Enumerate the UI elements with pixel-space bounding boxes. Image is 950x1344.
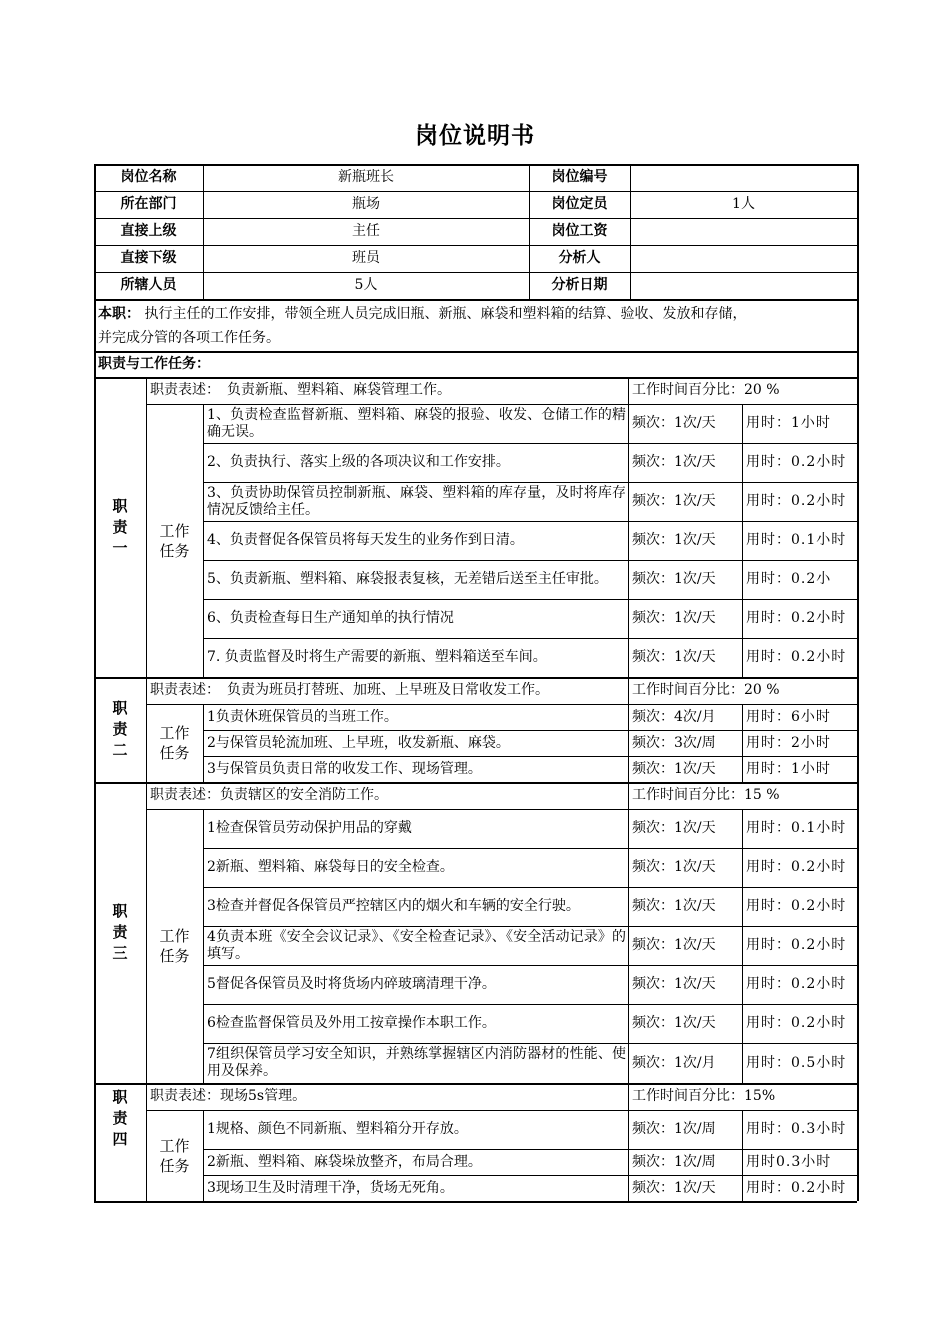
task-frequency: 频次：1次/周 — [632, 1121, 716, 1137]
task-frequency: 频次：1次/天 — [632, 760, 716, 777]
duty-description: 职责表述：负责辖区的安全消防工作。 — [150, 787, 388, 803]
work-task-label: 工作任务 — [159, 927, 190, 965]
table-rule — [742, 1110, 743, 1201]
task-text: 2与保管员轮流加班、上早班，收发新瓶、麻袋。 — [207, 734, 510, 751]
duty-time-percent: 工作时间百分比：15% — [632, 1088, 776, 1104]
task-duration: 用时：0.2小时 — [746, 610, 847, 626]
task-frequency: 频次：1次/天 — [632, 1015, 716, 1031]
table-rule — [203, 404, 204, 677]
task-text: 6检查监督保管员及外用工按章操作本职工作。 — [207, 1015, 496, 1031]
table-rule — [146, 1083, 147, 1201]
section-title: 职责与工作任务： — [98, 355, 210, 372]
work-task-label: 工作任务 — [159, 1136, 190, 1175]
table-rule — [94, 1201, 857, 1203]
task-frequency: 频次：1次/天 — [632, 859, 716, 875]
duty-label: 职责四 — [112, 1088, 128, 1148]
info-label: 所辖人员 — [120, 277, 177, 293]
task-frequency: 频次：1次/天 — [632, 532, 716, 548]
task-text: 2新瓶、塑料箱、麻袋垛放整齐，布局合理。 — [207, 1153, 482, 1170]
task-text: 6、负责检查每日生产通知单的执行情况 — [207, 610, 454, 626]
task-duration: 用时：0.2小时 — [746, 493, 847, 509]
task-duration: 用时：1小时 — [746, 415, 831, 431]
task-duration: 用时：0.2小时 — [746, 1015, 847, 1031]
info-value — [630, 272, 857, 299]
task-frequency: 频次：1次/天 — [632, 937, 716, 953]
task-frequency: 频次：1次/天 — [632, 1179, 716, 1196]
table-rule — [146, 782, 147, 1083]
duty-time-percent: 工作时间百分比：20 % — [632, 382, 780, 398]
info-value — [630, 164, 857, 191]
table-rule — [203, 809, 204, 1083]
task-duration: 用时：1小时 — [746, 760, 831, 777]
info-value — [630, 218, 857, 245]
work-task-label: 工作任务 — [159, 724, 190, 762]
task-duration: 用时：0.2小时 — [746, 937, 847, 953]
task-frequency: 频次：1次/天 — [632, 649, 716, 665]
task-frequency: 频次：3次/周 — [632, 734, 716, 751]
table-rule — [628, 782, 629, 809]
task-duration: 用时：0.2小时 — [746, 649, 847, 665]
job-summary-line: 执行主任的工作安排，带领全班人员完成旧瓶、新瓶、麻袋和塑料箱的结算、验收、发放和存储， — [140, 306, 747, 322]
task-frequency: 频次：1次/天 — [632, 415, 716, 431]
info-value: 5人 — [354, 277, 378, 293]
table-rule — [529, 164, 530, 299]
task-text: 4负责本班《安全会议记录》、《安全检查记录》、《安全活动记录》的填写。 — [207, 928, 626, 962]
task-text: 1、负责检查监督新瓶、塑料箱、麻袋的报验、收发、仓储工作的精确无误。 — [207, 406, 626, 440]
task-frequency: 频次：1次/天 — [632, 571, 716, 587]
page-title: 岗位说明书 — [415, 123, 535, 149]
info-label: 岗位定员 — [551, 196, 608, 212]
task-text: 5督促各保管员及时将货场内碎玻璃清理干净。 — [207, 976, 496, 992]
info-value — [630, 245, 857, 272]
duty-description: 职责表述： 负责为班员打替班、加班、上早班及日常收发工作。 — [150, 682, 549, 698]
task-frequency: 频次：1次/周 — [632, 1153, 716, 1170]
info-label: 直接上级 — [120, 223, 177, 239]
table-rule — [146, 677, 147, 782]
info-label: 岗位名称 — [120, 169, 177, 185]
table-rule — [742, 704, 743, 782]
info-label: 分析日期 — [551, 277, 608, 293]
info-label: 岗位编号 — [551, 169, 608, 185]
task-frequency: 频次：4次/月 — [632, 708, 716, 725]
task-text: 2、负责执行、落实上级的各项决议和工作安排。 — [207, 454, 510, 470]
task-duration: 用时：0.1小时 — [746, 820, 847, 836]
info-value: 班员 — [352, 250, 380, 266]
task-duration: 用时：0.3小时 — [746, 1121, 847, 1137]
task-duration: 用时：0.1小时 — [746, 532, 847, 548]
table-rule — [742, 404, 743, 677]
task-duration: 用时：0.5小时 — [746, 1054, 847, 1071]
task-duration: 用时：2小时 — [746, 734, 831, 751]
task-frequency: 频次：1次/天 — [632, 493, 716, 509]
table-rule — [630, 164, 631, 299]
task-text: 1负责休班保管员的当班工作。 — [207, 708, 398, 725]
table-rule — [203, 1110, 204, 1201]
task-duration: 用时：0.2小时 — [746, 1179, 847, 1196]
task-duration: 用时：0.2小时 — [746, 976, 847, 992]
task-text: 3与保管员负责日常的收发工作、现场管理。 — [207, 760, 482, 777]
task-text: 3现场卫生及时清理干净，货场无死角。 — [207, 1179, 454, 1196]
info-value: 新瓶班长 — [338, 169, 394, 185]
table-rule — [628, 1110, 629, 1201]
duty-label: 职责一 — [112, 496, 128, 557]
task-frequency: 频次：1次/月 — [632, 1054, 716, 1071]
duty-label: 职责二 — [112, 699, 128, 759]
table-rule — [628, 404, 629, 677]
task-duration: 用时：0.2小时 — [746, 454, 847, 470]
task-text: 1检查保管员劳动保护用品的穿戴 — [207, 820, 412, 836]
task-frequency: 频次：1次/天 — [632, 610, 716, 626]
task-text: 7. 负责监督及时将生产需要的新瓶、塑料箱送至车间。 — [207, 649, 547, 665]
task-text: 2新瓶、塑料箱、麻袋每日的安全检查。 — [207, 859, 454, 875]
task-text: 5、负责新瓶、塑料箱、麻袋报表复核，无差错后送至主任审批。 — [207, 571, 608, 587]
info-label: 所在部门 — [120, 196, 177, 212]
table-rule — [203, 164, 204, 299]
job-summary — [94, 299, 857, 351]
info-label: 直接下级 — [120, 250, 177, 266]
task-text: 3、负责协助保管员控制新瓶、麻袋、塑料箱的库存量，及时将库存情况反馈给主任。 — [207, 484, 626, 518]
table-rule — [742, 809, 743, 1083]
table-rule — [628, 809, 629, 1083]
duty-description: 职责表述：现场5s管理。 — [150, 1088, 307, 1104]
info-value: 瓶场 — [352, 196, 380, 212]
table-rule — [94, 164, 96, 1201]
job-summary-label: 本职： — [98, 306, 140, 322]
job-summary-line: 并完成分管的各项工作任务。 — [98, 330, 280, 346]
duty-time-percent: 工作时间百分比：15 % — [632, 787, 780, 803]
duty-label: 职责三 — [112, 902, 128, 962]
task-text: 1规格、颜色不同新瓶、塑料箱分开存放。 — [207, 1121, 468, 1137]
task-frequency: 频次：1次/天 — [632, 820, 716, 836]
task-text: 4、负责督促各保管员将每天发生的业务作到日清。 — [207, 532, 524, 548]
info-value: 1人 — [732, 196, 755, 212]
info-label: 分析人 — [558, 250, 601, 266]
table-rule — [628, 704, 629, 782]
table-rule — [628, 1083, 629, 1110]
duty-description: 职责表述： 负责新瓶、塑料箱、麻袋管理工作。 — [150, 382, 451, 398]
duty-time-percent: 工作时间百分比：20 % — [632, 682, 780, 698]
task-duration: 用时：0.2小 — [746, 571, 832, 587]
task-text: 7组织保管员学习安全知识，并熟练掌握辖区内消防器材的性能、使用及保养。 — [207, 1046, 626, 1079]
table-rule — [628, 677, 629, 704]
task-frequency: 频次：1次/天 — [632, 454, 716, 470]
work-task-label: 工作任务 — [159, 521, 190, 560]
table-rule — [146, 377, 147, 677]
table-rule — [203, 704, 204, 782]
task-text: 3检查并督促各保管员严控辖区内的烟火和车辆的安全行驶。 — [207, 898, 580, 914]
task-frequency: 频次：1次/天 — [632, 898, 716, 914]
table-rule — [628, 377, 629, 404]
table-rule — [857, 164, 859, 1201]
task-duration: 用时0.3小时 — [746, 1153, 832, 1170]
task-duration: 用时：0.2小时 — [746, 898, 847, 914]
task-duration: 用时：6小时 — [746, 708, 831, 725]
info-label: 岗位工资 — [551, 223, 608, 239]
task-duration: 用时：0.2小时 — [746, 859, 847, 875]
info-value: 主任 — [352, 223, 380, 239]
task-frequency: 频次：1次/天 — [632, 976, 716, 992]
